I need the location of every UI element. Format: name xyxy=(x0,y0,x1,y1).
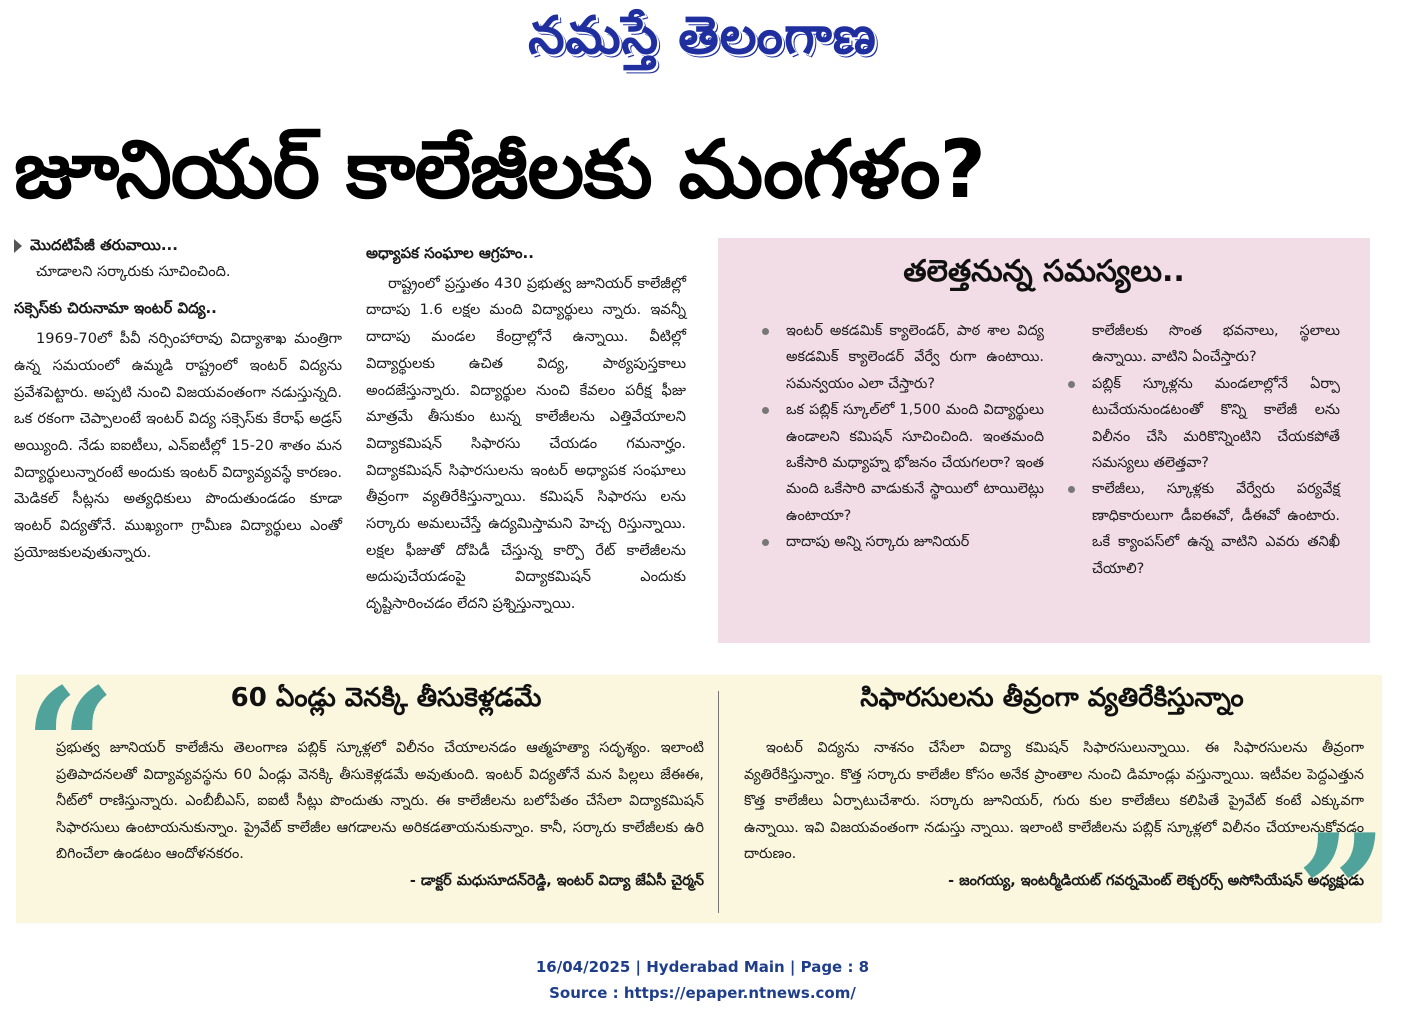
continued-line: చూడాలని సర్కారుకు సూచించింది. xyxy=(36,262,231,280)
issues-box xyxy=(718,238,1370,643)
quote-right-signature: - జంగయ్య, ఇంటర్మీడియట్ గవర్నమెంట్ లెక్చరర్స్ అసోసియేషన్ అధ్యక్షుడు xyxy=(948,872,1364,889)
issue-item-continuation: కాలేజీలకు సొంత భవనాలు, స్థలాలు ఉన్నాయి. వాటిని ఏంచేస్తారు? xyxy=(1092,323,1340,366)
quote-right-title: సిఫారసులను తీవ్రంగా వ్యతిరేకిస్తున్నాం xyxy=(860,683,1244,713)
masthead-logo: నమస్తే తెలంగాణ xyxy=(528,6,877,66)
arrow-right-icon xyxy=(14,239,22,253)
issue-item: ఇంటర్ అకడమిక్ క్యాలెండర్, పాఠ శాల విద్య అకడమిక్ క్యాలెండర్ వేర్వే రుగా ఉంటాయి. సమన్వయం ఎలా చేస్తారు? xyxy=(758,318,1044,397)
continued-marker xyxy=(14,232,342,259)
quote-left-body: ప్రభుత్వ జూనియర్ కాలేజీను తెలంగాణ పబ్లిక్ స్కూళ్లలో విలీనం చేయాలనడం ఆత్మహత్యా సదృశ్యం. ఇలాంటి ప్రతిపాదనలతో విద్యావ్యవస్థను 60 ఏండ్లు వెనక్కి తీసుకెళ్లడమే అవుతుంది. ఇంటర్ విద్యతోనే మన పిల్లలు జేఈఈ, నీట్‌లో రాణిస్తున్నారు. ఎంబీబీఎస్, ఐఐటీ సీట్లు పొందుతు న్నారు. ఈ కాలేజీలను బలోపేతం చేసేలా విద్యాకమిషన్ సిఫారసులు ఉంటాయనుకున్నాం. ప్రైవేట్ కాలేజీల ఆగడాలను అరికడతాయనుకున్నాం. కానీ, సర్కారు కాలేజీలకు ఉరి బిగించేలా ఉండటం ఆందోళనకరం. xyxy=(56,740,704,863)
article-column-1 xyxy=(14,232,342,566)
bullet-icon xyxy=(1068,381,1075,388)
bullet-icon xyxy=(762,407,769,414)
issue-item: కాలేజీలు, స్కూళ్లకు వేర్వేరు పర్యవేక్ష ణాధికారులుగా డీఐఈవో, డీఈవో ఉంటారు. ఒకే క్యాంపస్‌లో ఉన్న వాటిని ఎవరు తనిఖీ చేయాలి? xyxy=(1064,476,1340,582)
footer-date-edition: 16/04/2025 | Hyderabad Main | Page : 8 xyxy=(535,958,870,976)
issues-box-title: తలెత్తనున్న సమస్యలు.. xyxy=(903,254,1185,289)
issue-item: పబ్లిక్ స్కూళ్లను మండలాల్లోనే ఏర్పా టుచేయనుండటంతో కొన్ని కాలేజీ లను విలీనం చేసి మరికొన్నింటిని చేయకపోతే సమస్యలు తలెత్తవా? xyxy=(1064,371,1340,477)
quote-right-body: ఇంటర్ విద్యను నాశనం చేసేలా విద్యా కమిషన్ సిఫారసులున్నాయి. ఈ సిఫారసులను తీవ్రంగా వ్యతిరేకిస్తున్నాం. కొత్త సర్కారు కాలేజీల కోసం అనేక ప్రాంతాల నుంచి డిమాండ్లు వస్తున్నాయి. ఇటీవల పెద్దఎత్తున కొత్త కాలేజీలు ఏర్పాటుచేశారు. సర్కారు జూనియర్, గురు కుల కాలేజీలు కలిపితే ప్రైవేట్ కంటే ఎక్కువగా ఉన్నాయి. ఇవి విజయవంతంగా నడుస్తు న్నాయి. ఇలాంటి కాలేజీలను పబ్లిక్ స్కూళ్లలో విలీనం చేయాలనుకోవడం దారుణం. xyxy=(744,740,1364,863)
quotes-divider xyxy=(718,691,719,913)
bullet-icon xyxy=(762,539,769,546)
quote-left xyxy=(56,735,704,895)
close-quote-icon: ” xyxy=(1296,799,1389,987)
issue-item: ఒక పబ్లిక్ స్కూల్‌లో 1,500 మంది విద్యార్థులు ఉండాలని కమిషన్ సూచించింది. ఇంతమంది ఒకేసారి మధ్యాహ్న భోజనం చేయగలరా? ఇంత మంది ఒకేసారి వాడుకునే స్థాయిలో టాయిలెట్లు ఉంటాయా? xyxy=(758,397,1044,529)
continued-from-label: మొదటిపేజీ తరువాయి... xyxy=(30,236,178,254)
bullet-icon xyxy=(762,328,769,335)
issues-list-right xyxy=(1064,318,1340,582)
page-footer xyxy=(0,954,1405,1006)
column-subhead: అధ్యాపక సంఘాల ఆగ్రహం.. xyxy=(366,244,534,262)
headline: జూనియర్ కాలేజీలకు మంగళం? xyxy=(14,123,985,216)
article-column-2 xyxy=(366,240,686,618)
bullet-icon xyxy=(1068,486,1075,493)
quote-left-signature: - డాక్టర్ మధుసూదన్‌రెడ్డి, ఇంటర్ విద్యా జేఏసీ చైర్మన్ xyxy=(409,872,704,889)
column-body: రాష్ట్రంలో ప్రస్తుతం 430 ప్రభుత్వ జూనియర్ కాలేజీల్లో దాదాపు 1.6 లక్షల మంది విద్యార్థులు న్నారు. ఇవన్నీ దాదాపు మండల కేంద్రాల్లోనే ఉన్నాయి. వీటిల్లో విద్యార్థులకు ఉచిత విద్య, పాఠ్యపుస్తకాలు అందజేస్తున్నారు. విద్యార్థుల నుంచి కేవలం పరీక్ష ఫీజు మాత్రమే తీసుకుం టున్న కాలేజీలను ఎత్తివేయాలని విద్యాకమిషన్ సిఫారసు చేయడం గమనార్హం. విద్యాకమిషన్ సిఫారసులను ఇంటర్ అధ్యాపక సంఘాలు తీవ్రంగా వ్యతిరేకిస్తున్నాయి. కమిషన్ సిఫారసు లను సర్కారు అమలుచేస్తే ఉద్యమిస్తామని హెచ్చ రిస్తున్నాయి. లక్షల ఫీజుతో దోపిడీ చేస్తున్న కార్పొ రేట్ కాలేజీలను అదుపుచేయడంపై విద్యాకమిషన్ ఎందుకు దృష్టిసారించడం లేదని ప్రశ్నిస్తున్నాయి. xyxy=(366,274,686,613)
quote-right xyxy=(744,735,1364,895)
quote-left-title: 60 ఏండ్లు వెనక్కి తీసుకెళ్లడమే xyxy=(230,683,542,713)
open-quote-icon: “ xyxy=(24,653,117,841)
column-subhead: సక్సెస్‌కు చిరునామా ఇంటర్ విద్య.. xyxy=(14,299,217,318)
footer-source: Source : https://epaper.ntnews.com/ xyxy=(549,984,856,1002)
issues-list-left xyxy=(758,318,1044,556)
issue-item: దాదాపు అన్ని సర్కారు జూనియర్ xyxy=(758,529,1044,555)
column-body: 1969-70లో పీవీ నర్సింహారావు విద్యాశాఖ మంత్రిగా ఉన్న సమయంలో ఉమ్మడి రాష్ట్రంలో ఇంటర్ విద్యను ప్రవేశపెట్టారు. అప్పటి నుంచి విజయవంతంగా నడుస్తున్నది. ఒక రకంగా చెప్పాలంటే ఇంటర్ విద్య సక్సెస్‌కు కేరాఫ్ అడ్రస్ అయ్యింది. నేడు ఐఐటీలు, ఎన్ఐటీల్లో 15-20 శాతం మన విద్యార్థులున్నారంటే అందుకు ఇంటర్ విద్యావ్యవస్థే కారణం. మెడికల్ సీట్లను అత్యధికులు పొందుతుండడం కూడా ఇంటర్ విద్యతోనే. ముఖ్యంగా గ్రామీణ విద్యార్థులు ఎంతో ప్రయోజకులవుతున్నారు. xyxy=(14,330,342,561)
